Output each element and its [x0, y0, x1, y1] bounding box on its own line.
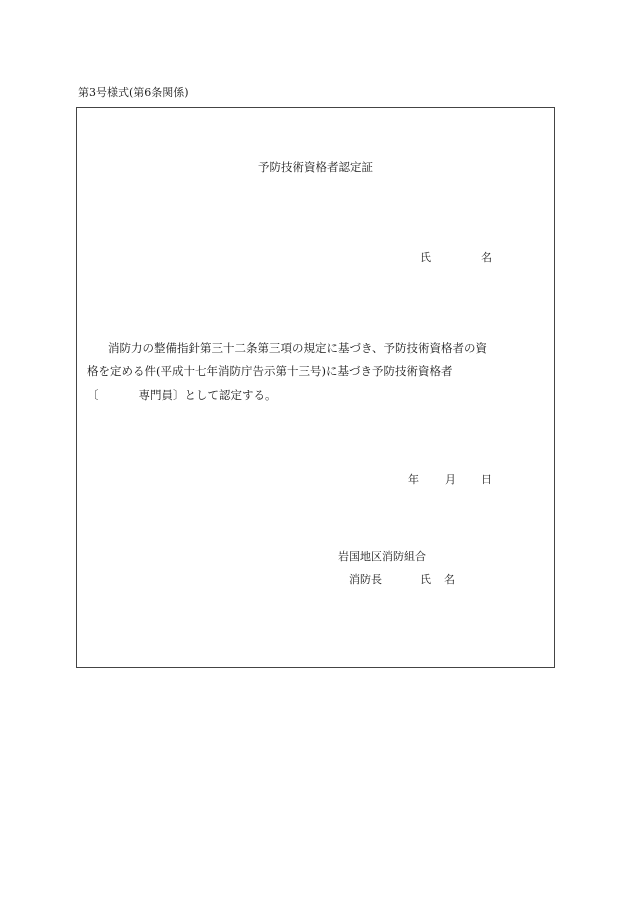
body-line-3: [87, 387, 527, 403]
name-label-mei: 名: [481, 251, 492, 264]
signatory-shi: 氏: [420, 573, 431, 586]
issuer-name: 岩国地区消防組合: [338, 550, 426, 563]
certificate-title: 予防技術資格者認定証: [258, 160, 373, 174]
bracket-open: 〔: [87, 388, 99, 402]
certificate-frame: [76, 107, 555, 668]
role-text: 専門員〕として認定する。: [138, 388, 277, 402]
date-month: 月: [445, 473, 456, 486]
body-line-2: 格を定める件(平成十七年消防庁告示第十三号)に基づき予防技術資格者: [87, 364, 453, 378]
signatory-mei: 名: [444, 573, 455, 586]
date-day: 日: [481, 473, 492, 486]
signatory-title: 消防長: [349, 573, 382, 586]
name-label-shi: 氏: [420, 251, 431, 264]
date-year: 年: [408, 473, 419, 486]
form-number: 第3号様式(第6条関係): [78, 86, 189, 99]
body-line-1: 消防力の整備指針第三十二条第三項の規定に基づき、予防技術資格者の資: [108, 341, 488, 355]
